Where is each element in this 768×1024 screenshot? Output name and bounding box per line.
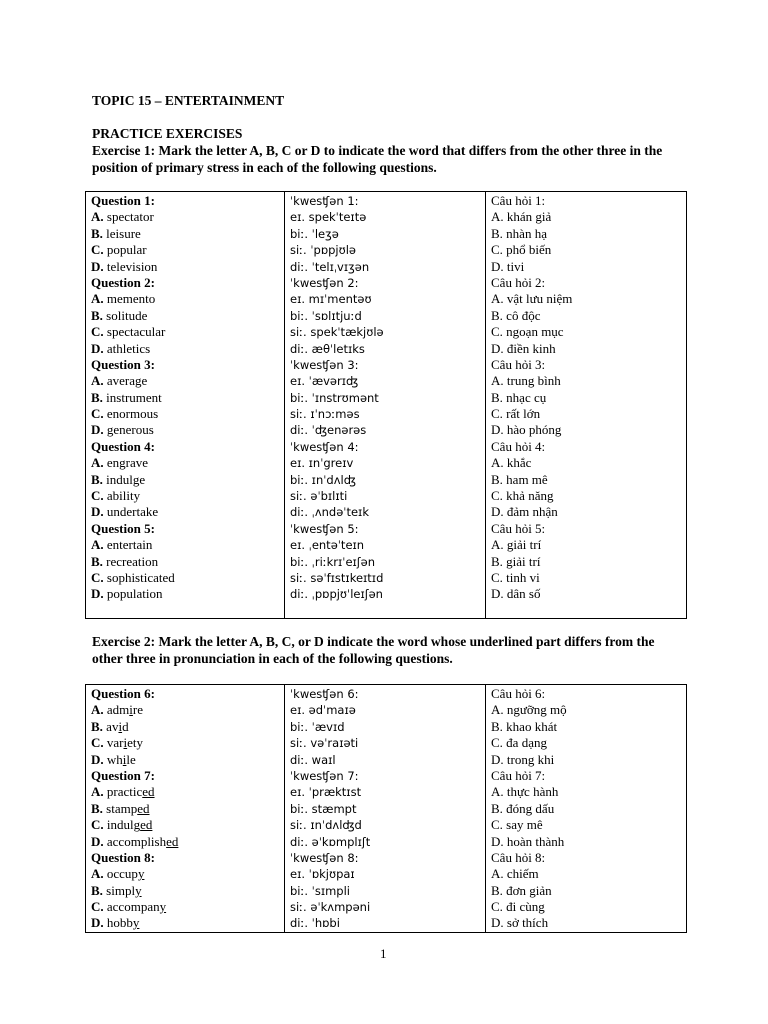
ipa-transcription: diː. ˈhɒbi xyxy=(290,916,340,931)
option-letter: B. xyxy=(91,553,107,569)
option-letter: C. xyxy=(91,406,107,422)
ipa-transcription: eɪ. ˌentəˈteɪn xyxy=(290,538,365,553)
ipa-transcription: biː. ˈsɒlɪtjuːd xyxy=(290,308,362,323)
ipa-question-heading: ˈkwesʧən 7: xyxy=(290,768,359,783)
answer-option: D. television xyxy=(91,258,158,274)
option-letter: D. xyxy=(91,586,107,602)
answer-option: A. entertain xyxy=(91,537,153,553)
vietnamese-translation: B. đơn giản xyxy=(491,882,552,898)
answer-option: B. indulge xyxy=(91,471,146,487)
ipa-transcription: siː. ɪˈnɔːməs xyxy=(290,407,360,422)
vietnamese-translation: B. nhạc cụ xyxy=(491,389,547,405)
ipa-transcription: biː. ˈleʒə xyxy=(290,226,339,241)
vietnamese-column xyxy=(486,192,687,619)
option-letter: C. xyxy=(91,569,107,585)
ipa-transcription: biː. ˈævɪd xyxy=(290,719,345,734)
ipa-transcription: siː. səˈfɪstɪkeɪtɪd xyxy=(290,570,384,585)
answer-option: D. undertake xyxy=(91,504,159,520)
underlined-part: y xyxy=(137,866,145,882)
ipa-transcription: diː. waɪl xyxy=(290,752,336,767)
ipa-column xyxy=(285,685,486,933)
instruction-line: Exercise 1: Mark the letter A, B, C or D to indicate the word that differs from the other three in the xyxy=(92,143,663,158)
question-heading: Question 2: xyxy=(91,274,155,290)
answer-option: D. generous xyxy=(91,422,154,438)
ipa-transcription: biː. ˈsɪmpli xyxy=(290,883,350,898)
option-letter: C. xyxy=(91,817,107,833)
word-list xyxy=(91,193,284,603)
option-letter: B. xyxy=(91,389,107,405)
vietnamese-translation: D. sở thích xyxy=(491,915,549,931)
vietnamese-translation: C. tinh vi xyxy=(491,569,540,585)
ipa-transcription: eɪ. mɪˈmentəʊ xyxy=(290,292,372,307)
ipa-transcription: diː. ˌpɒpjʊˈleɪʃən xyxy=(290,587,383,602)
answer-option: A. spectator xyxy=(91,209,154,225)
answer-option: A. memento xyxy=(91,291,156,307)
word-list xyxy=(91,686,284,932)
vietnamese-translation: D. hoàn thành xyxy=(491,833,565,849)
vietnamese-translation: B. nhàn hạ xyxy=(491,225,547,241)
answer-option: B. instrument xyxy=(91,389,162,405)
ipa-transcription: siː. ɪnˈdʌlʤd xyxy=(290,818,362,833)
vietnamese-translation: C. phổ biến xyxy=(491,242,552,258)
page-number: 1 xyxy=(380,946,387,961)
ipa-transcription: biː. ɪnˈdʌlʤ xyxy=(290,472,356,487)
vietnamese-translation: A. ngưỡng mộ xyxy=(491,702,567,718)
vietnamese-translation: A. trung bình xyxy=(491,373,561,389)
vietnamese-question-heading: Câu hỏi 5: xyxy=(491,520,546,536)
ipa-list xyxy=(290,686,485,932)
ipa-transcription: eɪ. ədˈmaɪə xyxy=(290,703,356,718)
option-letter: A. xyxy=(91,209,107,225)
option-letter: D. xyxy=(91,751,107,767)
answer-option: A. occupy xyxy=(91,866,145,882)
exercise-1-table xyxy=(85,191,687,619)
answer-option: B. leisure xyxy=(91,225,141,241)
ipa-list xyxy=(290,193,485,603)
vietnamese-translation: B. ham mê xyxy=(491,471,548,487)
vietnamese-translation: B. khao khát xyxy=(491,718,558,734)
option-letter: C. xyxy=(91,899,107,915)
answer-option: C. indulged xyxy=(91,817,153,833)
option-letter: A. xyxy=(91,455,107,471)
option-letter: D. xyxy=(91,833,107,849)
ipa-transcription: siː. əˈkʌmpəni xyxy=(290,900,371,915)
underlined-part: ed xyxy=(137,800,150,816)
option-letter: D. xyxy=(91,504,107,520)
vietnamese-question-heading: Câu hỏi 4: xyxy=(491,438,546,454)
answer-option: A. practiced xyxy=(91,784,155,800)
vietnamese-translation: B. cô độc xyxy=(491,307,541,323)
ipa-transcription: siː. əˈbɪlɪti xyxy=(290,489,348,504)
underlined-part: i xyxy=(122,751,127,767)
option-letter: A. xyxy=(91,784,107,800)
option-letter: B. xyxy=(91,307,107,323)
vietnamese-column xyxy=(486,685,687,933)
option-letter: B. xyxy=(91,718,107,734)
answer-option: C. popular xyxy=(91,242,147,258)
translation-list xyxy=(491,193,686,603)
ipa-transcription: diː. ˈʤenərəs xyxy=(290,423,367,438)
underlined-part: y xyxy=(159,899,167,915)
ipa-transcription: biː. ˌriːkrɪˈeɪʃən xyxy=(290,554,376,569)
answer-option: A. average xyxy=(91,373,148,389)
option-letter: D. xyxy=(91,340,107,356)
ipa-transcription: eɪ. ˈævərɪʤ xyxy=(290,374,359,389)
ipa-question-heading: ˈkwesʧən 8: xyxy=(290,850,359,865)
answer-option: A. engrave xyxy=(91,455,149,471)
english-column xyxy=(86,685,285,933)
answer-option: B. simply xyxy=(91,882,142,898)
vietnamese-question-heading: Câu hỏi 1: xyxy=(491,193,546,208)
underlined-part: ed xyxy=(140,817,153,833)
option-letter: A. xyxy=(91,373,107,389)
ipa-transcription: diː. ˌʌndəˈteɪk xyxy=(290,505,369,520)
question-heading: Question 4: xyxy=(91,438,155,454)
question-heading: Question 1: xyxy=(91,193,155,208)
vietnamese-translation: A. thực hành xyxy=(491,784,559,800)
option-letter: A. xyxy=(91,537,107,553)
instruction-line: other three in pronunciation in each of the following questions. xyxy=(92,650,453,666)
answer-option: B. stamped xyxy=(91,800,150,816)
vietnamese-translation: A. vật lưu niệm xyxy=(491,291,573,307)
vietnamese-translation: D. tivi xyxy=(491,258,525,274)
ipa-question-heading: ˈkwesʧən 1: xyxy=(290,194,359,208)
ipa-transcription: siː. vəˈraɪəti xyxy=(290,736,359,751)
underlined-part: ed xyxy=(166,833,179,849)
option-letter: A. xyxy=(91,866,107,882)
answer-option: B. avid xyxy=(91,718,129,734)
ipa-transcription: diː. æθˈletɪks xyxy=(290,341,365,356)
answer-option: D. while xyxy=(91,751,136,767)
ipa-transcription: diː. əˈkɒmplɪʃt xyxy=(290,834,371,849)
option-letter: D. xyxy=(91,915,107,931)
answer-option: C. spectacular xyxy=(91,324,166,340)
vietnamese-translation: D. điền kinh xyxy=(491,340,556,356)
answer-option: C. variety xyxy=(91,735,144,751)
ipa-question-heading: ˈkwesʧən 4: xyxy=(290,439,359,454)
instruction-line: Exercise 2: Mark the letter A, B, C, or D indicate the word whose underlined part differs from the xyxy=(92,634,655,649)
option-letter: C. xyxy=(91,242,107,258)
ipa-transcription: siː. spekˈtækjʊlə xyxy=(290,325,384,340)
vietnamese-question-heading: Câu hỏi 7: xyxy=(491,767,546,783)
vietnamese-translation: A. khán giả xyxy=(491,209,552,225)
answer-option: A. admire xyxy=(91,702,144,718)
answer-option: C. ability xyxy=(91,488,141,504)
vietnamese-translation: C. khả năng xyxy=(491,488,554,504)
ipa-question-heading: ˈkwesʧən 2: xyxy=(290,275,359,290)
vietnamese-translation: C. say mê xyxy=(491,817,543,833)
question-heading: Question 3: xyxy=(91,356,155,372)
ipa-column xyxy=(285,192,486,619)
ipa-transcription: eɪ. ˈɒkjʊpaɪ xyxy=(290,867,355,882)
vietnamese-translation: D. trong khi xyxy=(491,751,555,767)
option-letter: A. xyxy=(91,702,107,718)
vietnamese-translation: C. rất lớn xyxy=(491,406,541,422)
option-letter: D. xyxy=(91,422,107,438)
exercise-1-instruction xyxy=(92,143,692,176)
question-heading: Question 6: xyxy=(91,686,155,701)
exercise-2-table xyxy=(85,684,687,933)
question-heading: Question 5: xyxy=(91,520,155,536)
vietnamese-question-heading: Câu hỏi 2: xyxy=(491,274,546,290)
underlined-part: y xyxy=(132,915,140,931)
ipa-question-heading: ˈkwesʧən 3: xyxy=(290,357,359,372)
vietnamese-translation: A. chiếm xyxy=(491,866,539,882)
answer-option: D. hobby xyxy=(91,915,140,931)
vietnamese-translation: B. giải trí xyxy=(491,553,541,569)
ipa-transcription: eɪ. spekˈteɪtə xyxy=(290,210,367,225)
vietnamese-translation: B. đóng dấu xyxy=(491,800,555,816)
vietnamese-translation: C. đi cùng xyxy=(491,899,545,915)
option-letter: B. xyxy=(91,225,107,241)
exercise-2-instruction xyxy=(92,634,692,667)
option-letter: C. xyxy=(91,735,107,751)
option-letter: B. xyxy=(91,800,107,816)
answer-option: B. recreation xyxy=(91,553,159,569)
answer-option: D. population xyxy=(91,586,163,602)
ipa-transcription: eɪ. ɪnˈgreɪv xyxy=(290,456,354,471)
vietnamese-question-heading: Câu hỏi 3: xyxy=(491,356,546,372)
translation-list xyxy=(491,686,686,932)
option-letter: D. xyxy=(91,258,107,274)
ipa-transcription: eɪ. ˈpræktɪst xyxy=(290,785,362,800)
topic-title: TOPIC 15 – ENTERTAINMENT xyxy=(92,93,285,108)
question-heading: Question 8: xyxy=(91,849,155,865)
answer-option: C. sophisticated xyxy=(91,569,175,585)
ipa-transcription: biː. ˈɪnstrʊmənt xyxy=(290,390,379,405)
ipa-question-heading: ˈkwesʧən 6: xyxy=(290,687,359,701)
section-heading: PRACTICE EXERCISES xyxy=(92,126,243,141)
vietnamese-translation: A. giải trí xyxy=(491,537,542,553)
vietnamese-translation: D. hào phóng xyxy=(491,422,562,438)
answer-option: C. accompany xyxy=(91,899,167,915)
ipa-question-heading: ˈkwesʧən 5: xyxy=(290,521,359,536)
ipa-transcription: biː. stæmpt xyxy=(290,801,357,816)
vietnamese-translation: D. dân số xyxy=(491,586,541,602)
vietnamese-question-heading: Câu hỏi 6: xyxy=(491,686,546,701)
instruction-line: position of primary stress in each of the following questions. xyxy=(92,159,437,175)
option-letter: B. xyxy=(91,882,107,898)
vietnamese-translation: C. ngoạn mục xyxy=(491,324,564,340)
english-column xyxy=(86,192,285,619)
underlined-part: ed xyxy=(142,784,155,800)
answer-option: B. solitude xyxy=(91,307,148,323)
underlined-part: i xyxy=(118,718,123,734)
option-letter: C. xyxy=(91,324,107,340)
question-heading: Question 7: xyxy=(91,767,155,783)
option-letter: B. xyxy=(91,471,107,487)
option-letter: A. xyxy=(91,291,107,307)
answer-option: D. accomplished xyxy=(91,833,179,849)
answer-option: D. athletics xyxy=(91,340,151,356)
vietnamese-translation: A. khắc xyxy=(491,455,532,471)
vietnamese-translation: C. đa dạng xyxy=(491,735,547,751)
answer-option: C. enormous xyxy=(91,406,159,422)
option-letter: C. xyxy=(91,488,107,504)
ipa-transcription: diː. ˈtelɪˌvɪʒən xyxy=(290,259,370,274)
vietnamese-translation: D. đảm nhận xyxy=(491,504,558,520)
ipa-transcription: siː. ˈpɒpjʊlə xyxy=(290,243,357,258)
vietnamese-question-heading: Câu hỏi 8: xyxy=(491,849,546,865)
underlined-part: i xyxy=(123,735,128,751)
underlined-part: y xyxy=(135,882,142,898)
underlined-part: i xyxy=(129,702,133,718)
